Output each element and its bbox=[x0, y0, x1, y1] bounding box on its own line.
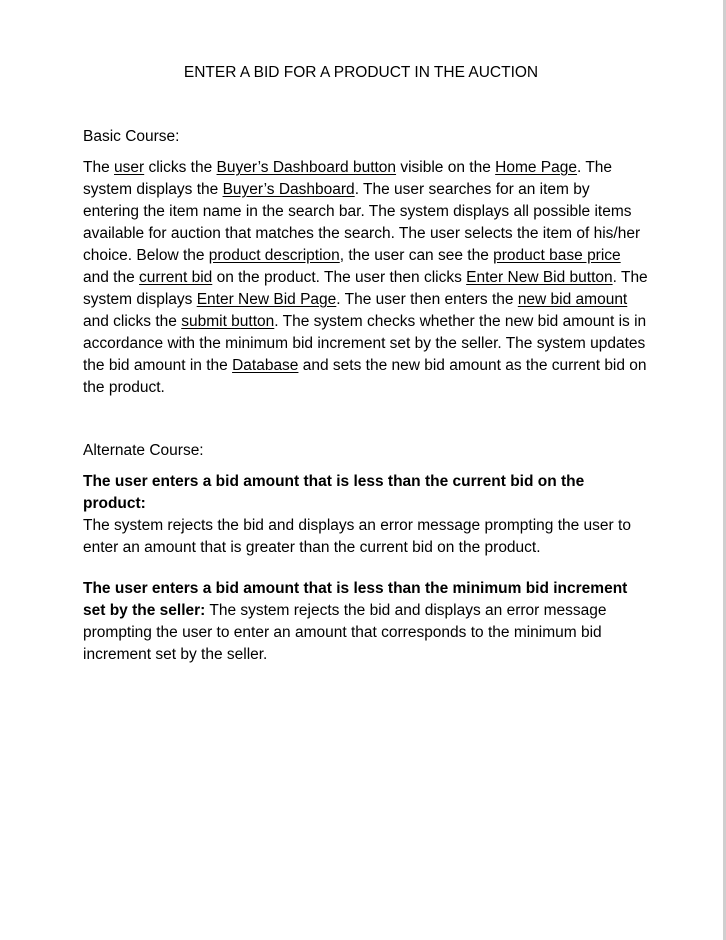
text-segment: visible on the bbox=[396, 159, 496, 176]
term-new-bid-amount: new bid amount bbox=[517, 291, 628, 308]
basic-course-paragraph bbox=[83, 157, 648, 399]
alternate-case-1-response: The system rejects the bid and displays an error message prompting the user to enter an amount that is greater than the current bid on the product. bbox=[83, 517, 631, 556]
text-segment: . The user searches for an item by entering the item name in the search bar. The system displays all possible items available for auction that matches the search. The user selects the item of his/her choice. Below the bbox=[83, 181, 641, 264]
text-segment: . The user then enters the bbox=[336, 291, 518, 308]
text-segment: and clicks the bbox=[83, 313, 182, 330]
term-database: Database bbox=[232, 357, 299, 374]
document-title: ENTER A BID FOR A PRODUCT IN THE AUCTION bbox=[183, 64, 539, 81]
text-segment: clicks the bbox=[144, 159, 217, 176]
term-user: user bbox=[114, 159, 145, 176]
alternate-case-2 bbox=[83, 578, 648, 666]
text-segment: . The system displays the bbox=[83, 159, 613, 198]
term-submit-button: submit button bbox=[181, 313, 275, 330]
text-segment: . The system checks whether the new bid amount is in accordance with the minimum bid increment set by the seller. The system updates the bid amount in the bbox=[83, 313, 647, 374]
text-segment: , the user can see the bbox=[339, 247, 494, 264]
alternate-case-2-response: The system rejects the bid and displays an error message prompting the user to enter an amount that corresponds to the minimum bid increment set by the seller. bbox=[83, 602, 607, 663]
alternate-case-2-condition: The user enters a bid amount that is less than the minimum bid increment set by the seller: bbox=[83, 580, 628, 619]
term-home-page: Home Page bbox=[495, 159, 577, 176]
basic-course-label: Basic Course: bbox=[83, 128, 180, 145]
alternate-case-1 bbox=[83, 471, 648, 559]
term-product-base-price: product base price bbox=[493, 247, 621, 264]
term-buyers-dashboard: Buyer’s Dashboard bbox=[222, 181, 355, 198]
term-product-description: product description bbox=[208, 247, 340, 264]
term-buyers-dashboard-button: Buyer’s Dashboard button bbox=[216, 159, 397, 176]
alternate-course-label: Alternate Course: bbox=[83, 442, 204, 459]
alternate-case-1-condition: The user enters a bid amount that is less than the current bid on the product: bbox=[83, 473, 585, 512]
term-enter-new-bid-page: Enter New Bid Page bbox=[196, 291, 337, 308]
text-segment: . The system displays bbox=[83, 269, 648, 308]
text-segment: The bbox=[83, 159, 115, 176]
text-segment: on the product. The user then clicks bbox=[212, 269, 467, 286]
term-current-bid: current bid bbox=[139, 269, 213, 286]
term-enter-new-bid-button: Enter New Bid button bbox=[466, 269, 613, 286]
text-segment: and the bbox=[83, 269, 140, 286]
text-segment: and sets the new bid amount as the current bid on the product. bbox=[83, 357, 647, 396]
